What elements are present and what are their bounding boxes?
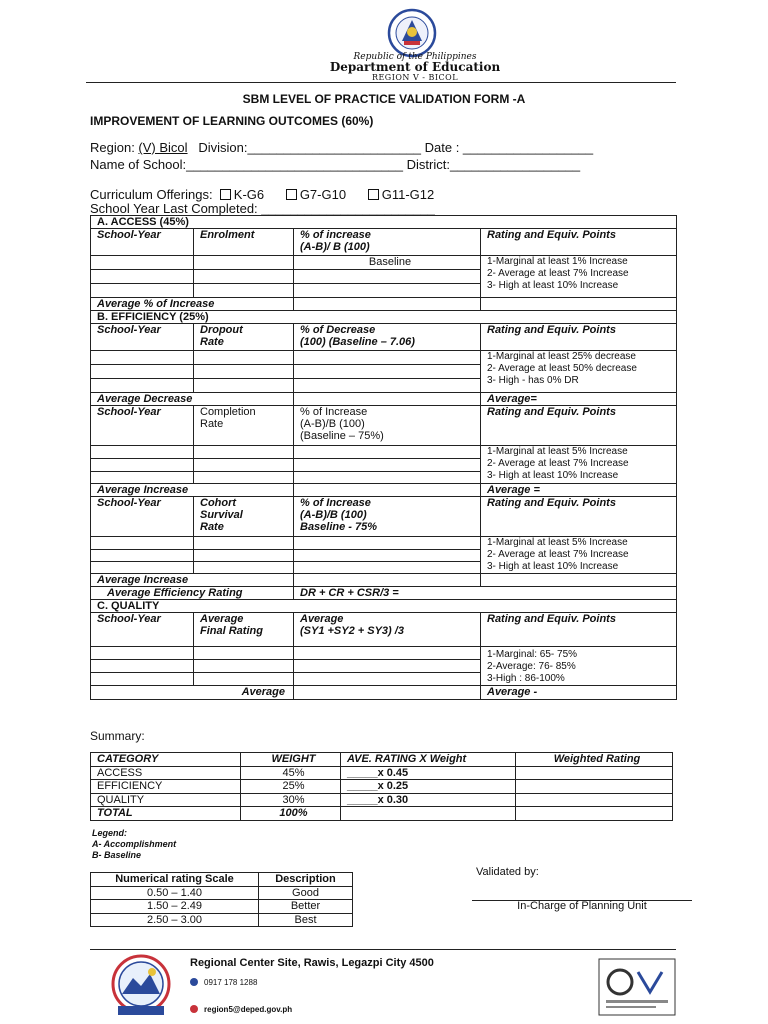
table-cell[interactable] bbox=[194, 472, 294, 484]
efficiency-rating-label: Average Efficiency Rating bbox=[91, 587, 294, 600]
summary-header-category: CATEGORY bbox=[91, 753, 241, 767]
option-g7-g10: G7-G10 bbox=[299, 187, 347, 202]
header-department: Department of Education bbox=[329, 60, 501, 74]
validation-table bbox=[90, 215, 677, 700]
table-cell[interactable] bbox=[516, 807, 673, 821]
completion-increase-line2: (A-B)/B (100) bbox=[300, 418, 365, 430]
table-cell[interactable] bbox=[294, 351, 481, 365]
email-icon bbox=[190, 1005, 198, 1013]
footer-address: Regional Center Site, Rawis, Legazpi City 4500 bbox=[190, 957, 434, 969]
table-cell[interactable] bbox=[294, 459, 481, 472]
region-label: Region: bbox=[90, 140, 139, 155]
col-cohort-increase bbox=[294, 497, 481, 537]
table-cell[interactable] bbox=[294, 647, 481, 660]
curriculum-offerings-line bbox=[90, 187, 434, 202]
table-cell[interactable] bbox=[194, 537, 294, 550]
summary-header-ave-rating: AVE. RATING X Weight bbox=[341, 753, 516, 767]
completion-line2: Rate bbox=[200, 418, 224, 430]
completion-increase-line1: % of Increase bbox=[300, 406, 368, 418]
quality-average-line1: Average bbox=[300, 613, 344, 625]
col-completion-increase bbox=[294, 406, 481, 446]
table-cell[interactable] bbox=[294, 660, 481, 673]
decrease-line1: % of Decrease bbox=[300, 324, 376, 336]
header-divider bbox=[86, 82, 676, 83]
quality-average-line2: (SY1 +SY2 + SY3) /3 bbox=[300, 625, 404, 637]
cohort-increase-line1: % of Increase bbox=[300, 497, 371, 509]
phone-icon bbox=[190, 978, 198, 986]
table-cell[interactable] bbox=[294, 550, 481, 562]
table-cell[interactable] bbox=[194, 256, 294, 270]
summary-category: ACCESS bbox=[91, 766, 241, 780]
col-percent-increase-line1: % of increase bbox=[300, 229, 371, 241]
table-cell[interactable] bbox=[91, 351, 194, 365]
efficiency-rating-formula: DR + CR + CSR/3 = bbox=[294, 587, 677, 600]
table-cell[interactable] bbox=[194, 550, 294, 562]
col-school-year: School-Year bbox=[91, 229, 194, 256]
summary-ave-rating[interactable]: _____x 0.30 bbox=[341, 793, 516, 807]
in-charge-label: In-Charge of Planning Unit bbox=[517, 900, 647, 912]
checkbox-g11-g12[interactable] bbox=[368, 189, 379, 200]
access-average-label: Average % of Increase bbox=[91, 298, 294, 311]
rating-line: 2- Average at least 7% Increase bbox=[487, 458, 629, 469]
region-value[interactable]: (V) Bicol bbox=[138, 140, 188, 155]
dropout-line1: Dropout bbox=[200, 324, 243, 336]
table-cell[interactable] bbox=[194, 647, 294, 660]
table-cell[interactable] bbox=[194, 446, 294, 459]
table-cell[interactable] bbox=[194, 284, 294, 298]
col-completion-rate bbox=[194, 406, 294, 446]
completion-increase-line3: (Baseline – 75%) bbox=[300, 430, 384, 442]
table-cell[interactable] bbox=[481, 574, 677, 587]
checkbox-g7-g10[interactable] bbox=[286, 189, 297, 200]
table-cell[interactable] bbox=[294, 562, 481, 574]
summary-header-weighted: Weighted Rating bbox=[516, 753, 673, 767]
summary-label: Summary: bbox=[90, 729, 145, 743]
region-division-date-line bbox=[90, 140, 593, 155]
table-cell[interactable] bbox=[294, 270, 481, 284]
col-school-year: School-Year bbox=[91, 613, 194, 647]
table-cell[interactable] bbox=[194, 660, 294, 673]
rating-line: 3-High : 86-100% bbox=[487, 673, 565, 684]
dropout-line2: Rate bbox=[200, 336, 224, 348]
table-cell[interactable] bbox=[294, 574, 481, 587]
rating-line: 2-Average: 76- 85% bbox=[487, 661, 576, 672]
access-heading: A. ACCESS (45%) bbox=[91, 216, 677, 229]
col-rating: Rating and Equiv. Points bbox=[481, 324, 677, 351]
school-district-field[interactable]: Name of School:______________________________ District:__________________ bbox=[90, 157, 581, 172]
footer-email bbox=[190, 1005, 292, 1014]
col-dropout-rate bbox=[194, 324, 294, 351]
table-cell[interactable] bbox=[194, 673, 294, 686]
table-cell[interactable] bbox=[194, 351, 294, 365]
rating-line: 1-Marginal at least 25% decrease bbox=[487, 351, 636, 362]
table-cell[interactable] bbox=[294, 537, 481, 550]
legend-a: A- Accomplishment bbox=[92, 839, 177, 849]
scale-description: Best bbox=[259, 913, 353, 927]
form-title: SBM LEVEL OF PRACTICE VALIDATION FORM -A bbox=[242, 92, 526, 106]
cohort-line1: Cohort bbox=[200, 497, 237, 509]
table-cell[interactable] bbox=[294, 673, 481, 686]
summary-category: EFFICIENCY bbox=[91, 780, 241, 794]
table-cell[interactable] bbox=[194, 379, 294, 393]
table-cell[interactable] bbox=[194, 459, 294, 472]
table-cell[interactable] bbox=[91, 270, 194, 284]
division-date-field[interactable]: Division:________________________ Date : __________________ bbox=[187, 140, 594, 155]
scale-description: Good bbox=[259, 886, 353, 900]
school-year-field[interactable]: School Year Last Completed: ________________________ bbox=[90, 201, 435, 216]
table-cell[interactable] bbox=[91, 379, 194, 393]
rating-line: 2- Average at least 7% Increase bbox=[487, 549, 629, 560]
col-school-year: School-Year bbox=[91, 324, 194, 351]
checkbox-k-g6[interactable] bbox=[220, 189, 231, 200]
table-cell[interactable] bbox=[194, 562, 294, 574]
rating-line: 1-Marginal at least 5% Increase bbox=[487, 537, 628, 548]
summary-weight: 25% bbox=[241, 780, 341, 794]
table-cell[interactable] bbox=[91, 256, 194, 270]
table-cell[interactable] bbox=[91, 459, 194, 472]
final-rating-line1: Average bbox=[200, 613, 244, 625]
table-cell[interactable] bbox=[91, 647, 194, 660]
rating-line: 3- High at least 10% Increase bbox=[487, 280, 619, 291]
scale-header-range: Numerical rating Scale bbox=[91, 873, 259, 887]
table-cell[interactable] bbox=[91, 550, 194, 562]
footer-email-address[interactable]: region5@deped.gov.ph bbox=[204, 1005, 293, 1014]
rating-line: 3- High at least 10% Increase bbox=[487, 561, 619, 572]
table-cell[interactable] bbox=[91, 365, 194, 379]
col-cohort-survival bbox=[194, 497, 294, 537]
table-cell[interactable] bbox=[194, 270, 294, 284]
summary-weight: 45% bbox=[241, 766, 341, 780]
table-cell[interactable] bbox=[294, 484, 481, 497]
cohort-line2: Survival bbox=[200, 509, 243, 521]
cohort-rating-scale bbox=[481, 537, 677, 574]
col-percent-increase-line2: (A-B)/ B (100) bbox=[300, 241, 370, 253]
table-cell[interactable] bbox=[91, 284, 194, 298]
dropout-average-right: Average= bbox=[481, 393, 677, 406]
table-cell[interactable] bbox=[294, 379, 481, 393]
summary-header-weight: WEIGHT bbox=[241, 753, 341, 767]
table-cell[interactable] bbox=[294, 686, 481, 700]
summary-weight: 30% bbox=[241, 793, 341, 807]
col-enrolment: Enrolment bbox=[194, 229, 294, 256]
scale-range: 1.50 – 2.49 bbox=[91, 900, 259, 914]
legend-title: Legend: bbox=[92, 828, 127, 838]
col-rating: Rating and Equiv. Points bbox=[481, 229, 677, 256]
col-quality-average bbox=[294, 613, 481, 647]
col-rating: Rating and Equiv. Points bbox=[481, 613, 677, 647]
rating-line: 2- Average at least 7% Increase bbox=[487, 268, 629, 279]
table-cell[interactable] bbox=[91, 660, 194, 673]
table-cell[interactable] bbox=[91, 446, 194, 459]
table-cell[interactable] bbox=[194, 365, 294, 379]
summary-ave-rating[interactable]: _____x 0.45 bbox=[341, 766, 516, 780]
cohort-increase-line2: (A-B)/B (100) bbox=[300, 509, 367, 521]
header-republic: Republic of the Philippines bbox=[353, 52, 477, 62]
scale-description: Better bbox=[259, 900, 353, 914]
rating-line: 1-Marginal at least 1% Increase bbox=[487, 256, 628, 267]
summary-total-label: TOTAL bbox=[91, 807, 241, 821]
summary-category: QUALITY bbox=[91, 793, 241, 807]
summary-ave-rating[interactable]: _____x 0.25 bbox=[341, 780, 516, 794]
curriculum-label: Curriculum Offerings: bbox=[90, 187, 220, 202]
scale-range: 2.50 – 3.00 bbox=[91, 913, 259, 927]
certification-logo bbox=[598, 958, 676, 1016]
summary-weighted-rating[interactable] bbox=[516, 780, 673, 794]
table-cell[interactable] bbox=[294, 365, 481, 379]
completion-line1: Completion bbox=[200, 406, 256, 418]
cohort-line3: Rate bbox=[200, 521, 224, 533]
col-school-year: School-Year bbox=[91, 406, 194, 446]
col-percent-increase bbox=[294, 229, 481, 256]
rating-line: 3- High - has 0% DR bbox=[487, 375, 579, 386]
cohort-increase-line3: Baseline - 75% bbox=[300, 521, 378, 533]
option-k-g6: K-G6 bbox=[233, 187, 265, 202]
legend-b: B- Baseline bbox=[92, 850, 142, 860]
col-final-rating bbox=[194, 613, 294, 647]
summary-total-weight: 100% bbox=[241, 807, 341, 821]
table-cell[interactable] bbox=[91, 673, 194, 686]
option-g11-g12: G11-G12 bbox=[381, 187, 435, 202]
table-cell[interactable] bbox=[294, 393, 481, 406]
table-cell[interactable] bbox=[294, 298, 481, 311]
summary-weighted-rating[interactable] bbox=[516, 766, 673, 780]
summary-table bbox=[90, 752, 673, 821]
cohort-average-label: Average Increase bbox=[91, 574, 294, 587]
summary-weighted-rating[interactable] bbox=[516, 793, 673, 807]
quality-rating-scale bbox=[481, 647, 677, 686]
rating-scale-table bbox=[90, 872, 353, 927]
rating-line: 2- Average at least 50% decrease bbox=[487, 363, 637, 374]
footer-phone bbox=[190, 978, 257, 987]
footer-phone-number: 0917 178 1288 bbox=[204, 978, 258, 987]
form-subtitle: IMPROVEMENT OF LEARNING OUTCOMES (60%) bbox=[90, 114, 374, 128]
baseline-label: Baseline bbox=[294, 256, 481, 270]
table-cell[interactable] bbox=[91, 472, 194, 484]
rating-line: 1-Marginal: 65- 75% bbox=[487, 649, 578, 660]
final-rating-line2: Final Rating bbox=[200, 625, 263, 637]
completion-rating-scale bbox=[481, 446, 677, 484]
table-cell[interactable] bbox=[294, 284, 481, 298]
table-cell[interactable] bbox=[294, 472, 481, 484]
col-percent-decrease bbox=[294, 324, 481, 351]
dropout-rating-scale bbox=[481, 351, 677, 393]
col-school-year: School-Year bbox=[91, 497, 194, 537]
scale-header-description: Description bbox=[259, 873, 353, 887]
validated-by-label: Validated by: bbox=[476, 866, 539, 878]
quality-heading: C. QUALITY bbox=[91, 600, 677, 613]
table-cell[interactable] bbox=[481, 298, 677, 311]
access-rating-scale bbox=[481, 256, 677, 298]
deped-seal-logo bbox=[370, 8, 454, 58]
table-cell[interactable] bbox=[341, 807, 516, 821]
efficiency-heading: B. EFFICIENCY (25%) bbox=[91, 311, 677, 324]
table-cell[interactable] bbox=[91, 537, 194, 550]
table-cell[interactable] bbox=[294, 446, 481, 459]
decrease-line2: (100) (Baseline – 7.06) bbox=[300, 336, 415, 348]
legend bbox=[92, 828, 176, 861]
rating-line: 1-Marginal at least 5% Increase bbox=[487, 446, 628, 457]
header-region: REGION V - BICOL bbox=[371, 73, 459, 82]
dropout-average-label: Average Decrease bbox=[91, 393, 294, 406]
rating-line: 3- High at least 10% Increase bbox=[487, 470, 619, 481]
completion-average-right: Average = bbox=[481, 484, 677, 497]
quality-average-right: Average - bbox=[481, 686, 677, 700]
completion-average-label: Average Increase bbox=[91, 484, 294, 497]
table-cell[interactable] bbox=[91, 562, 194, 574]
quality-average-label: Average bbox=[91, 686, 294, 700]
col-rating: Rating and Equiv. Points bbox=[481, 497, 677, 537]
scale-range: 0.50 – 1.40 bbox=[91, 886, 259, 900]
footer-divider bbox=[90, 949, 676, 950]
col-rating: Rating and Equiv. Points bbox=[481, 406, 677, 446]
deped-region-logo bbox=[100, 954, 182, 1018]
